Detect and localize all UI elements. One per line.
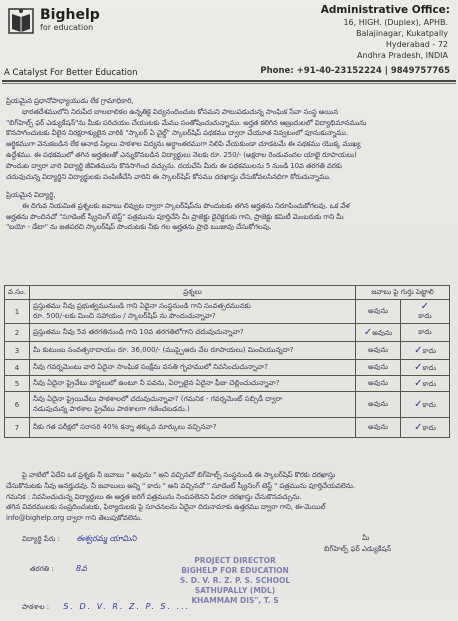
- yes-label: అవును: [368, 345, 388, 354]
- answer-yes[interactable]: [356, 376, 401, 392]
- student-name-label: విద్యార్థి పేరు :: [22, 535, 60, 543]
- table-row: [5, 300, 450, 324]
- address-line-3: Hyderabad - 72: [385, 40, 448, 49]
- tagline: A Catalyst For Better Education: [4, 68, 138, 78]
- body-line: భారతదేశములోని నిరుపేద బాలబాలికల ఉన్నతికై విద్యనందించుట కోసమని పాటుపడుచున్న సాంఘిక సేవా సంస్థ అయిన: [22, 107, 339, 116]
- no-label: కాదు: [422, 400, 436, 409]
- answer-no[interactable]: [401, 376, 450, 392]
- stamp-line: S. D. V. R. Z. P. S. SCHOOL: [179, 576, 291, 585]
- answer-yes[interactable]: [356, 392, 401, 418]
- stamp-line: PROJECT DIRECTOR: [194, 556, 276, 565]
- school-value[interactable]: S. D. V. R. Z. P. S. ...: [63, 602, 191, 611]
- row-number: 2: [5, 324, 30, 342]
- answer-yes[interactable]: [356, 342, 401, 360]
- table-row: [5, 418, 450, 438]
- address-line-1: 16, HIGH. (Duplex), APHB.: [343, 18, 448, 27]
- question-text: మీ కుటుంబ సంవత్సరాదాయం రూ. 36,000/- (ముప్పైఆరు వేల రూపాయలు) మించియున్నదా?: [33, 345, 294, 354]
- header-serial: వ.సం.: [5, 286, 30, 300]
- answer-no[interactable]: [401, 392, 450, 418]
- question-cell: [30, 342, 356, 360]
- answer-no[interactable]: [401, 324, 450, 342]
- question-text: నీకు గత పరీక్షలో సరాసరి 40% కన్నా తక్కువ మార్కులు వచ్చినవా?: [33, 422, 217, 431]
- question-text: నీవు గవర్నమెంటు వారి ఏదైనా సాంఘిక సంక్షేమ వసతి గృహములో నివసించుచున్నావా?: [33, 362, 268, 371]
- yes-label: అవును: [372, 328, 393, 337]
- body-line: "బిగ్‌హెల్ప్ ఫర్ ఎడ్యుకేషన్"ను మీకు పరిచయం చేయుటకు మేము సంతోషించుచున్నాము. అర్హత కలిగిన ఆణ్రుదులలో విద్యాభిమానమును: [6, 118, 367, 127]
- question-text: నీవు ఏదైనా ప్రైయివేటు పాఠశాలలో చదువుచున్నావా? (గమనిక - గవర్నమెంట్ సబ్సిడీ ద్వారా: [33, 394, 283, 403]
- address-line-4: Andhra Pradesh, INDIA: [357, 51, 448, 60]
- checkmark-icon: ✓: [363, 326, 373, 338]
- yes-label: అవును: [368, 399, 388, 408]
- body-line: ఈ దిగువ నియమిత ప్రశ్నలకు జవాబు లివ్వుట ద్వారా స్కాలర్‌షిప్‌ను పొందుటకు తగిన అర్హతను నిరూపించుకోగలవు. ఒక వేళ: [22, 201, 350, 210]
- checkmark-icon: ✓: [414, 344, 423, 356]
- body-line: చదువుచున్న విద్యార్థిని విద్యార్థులకు పంపిణీచేసి వారిని ఈ స్కాలర్‌షిప్ కోసము దరఖాస్తు చేసుకోవలసినదిగా కోరుచున్నాము.: [6, 172, 331, 181]
- checkmark-icon: ✓: [414, 421, 423, 433]
- question-cell: [30, 376, 356, 392]
- no-label: కాదు: [422, 346, 436, 355]
- question-cell: [30, 392, 356, 418]
- answer-yes[interactable]: [356, 418, 401, 438]
- answer-no[interactable]: [401, 360, 450, 376]
- student-name-value[interactable]: ఈశ్వరమ్మ యామిని: [76, 534, 137, 543]
- sign-line-2: బిగ్‌హెల్ప్ ఫర్ ఎడ్యుకేషన్: [324, 545, 392, 553]
- row-number: 5: [5, 376, 30, 392]
- checkmark-icon: ✓: [414, 361, 423, 373]
- brand-name: Bighelp: [40, 7, 100, 23]
- header-answer: జవాబు పై గుర్తు పెట్టాలి: [356, 286, 450, 300]
- body-line: కొనసాగించుటకు వీలైన నిరక్షరాశ్యులైన వారికి "స్కాలర్ ఏ చైల్డ్" స్కాలర్‌షిప్ పథకము ద్వారా చేయూత నివ్వటంలో పూనుకున్నాము.: [6, 129, 349, 138]
- intro-paragraph: [6, 96, 454, 182]
- yes-label: అవును: [368, 362, 388, 371]
- question-cell: [30, 324, 356, 342]
- body-line: పొందుట ద్వారా వారి విద్యార్థి జీవితమును కొనసాగించ వచ్చును. దయచేసి మీరు ఈ పథకములను 5 నుండి 10వ తరగతి వరకు: [6, 161, 342, 170]
- no-label: కాదు: [422, 363, 436, 372]
- class-value[interactable]: 8వ: [75, 564, 87, 573]
- answer-no[interactable]: [401, 300, 450, 324]
- body-line: పై వాటిలో ఏదేని ఒక ప్రశ్నకు నీ జవాబు " అవును " అని వచ్చినచో బిగ్‌హెల్ప్ సంస్థనుండి ఈ స్కాలర్‌షిప్ కొరకు దరఖాస్తు: [22, 471, 336, 479]
- table-row: [5, 360, 450, 376]
- checkmark-icon: ✓: [414, 377, 423, 389]
- table-row: [5, 376, 450, 392]
- stamp-line: SATHUPALLY (MDL): [194, 586, 276, 595]
- class-row: [30, 564, 87, 575]
- no-label: కాదు: [422, 423, 436, 432]
- header-divider: [2, 80, 456, 82]
- question-cell: [30, 300, 356, 324]
- question-text: నడుపుచున్న పాఠశాల ప్రైవేటు పాఠశాలగా గణించబడదు.): [33, 404, 190, 413]
- question-cell: [30, 418, 356, 438]
- table-row: [5, 392, 450, 418]
- project-director-stamp: [150, 556, 320, 620]
- body-line: ఆర్థికముగా వెనుకబడిన లేక ఆనాథ పిల్లలు పాఠశాల విద్యను అర్ధాంతరముగా నిలిపి వేయకుండా చూడటమే ఈ పథకము యొక్క ముఖ్య: [6, 140, 361, 149]
- body-line: ఉద్దేశము. ఈ పథకములో తగిన అర్హతలతో ఎన్నుకొనబడిన విద్యార్థులు నెలకు రూ. 250/- (అక్షరాల రెండువందల యాభై రూపాయలు): [6, 150, 357, 159]
- school-label: పాఠశాల :: [22, 603, 50, 611]
- row-number: 6: [5, 392, 30, 418]
- sign-line-1: మీ: [362, 534, 370, 542]
- body-line: "బయో - డేటా" ను జతపరచి స్కాలర్‌షిప్ పొందుటకు నీకు గల అర్హతను ప్రాధి ఋజువు చేసుకోగలవు.: [6, 223, 272, 232]
- class-label: తరగతి :: [30, 565, 54, 573]
- closing-paragraph: [6, 470, 454, 524]
- answer-no[interactable]: [401, 342, 450, 360]
- yes-label: అవును: [368, 378, 388, 387]
- question-text: ప్రస్తుతము నీవు 5వ తరగతినుండి గాని 10వ తరగతిలోగాని చదువుచున్నావా?: [33, 327, 244, 336]
- answer-no[interactable]: [401, 418, 450, 438]
- row-number: 3: [5, 342, 30, 360]
- checkmark-icon: ✓: [420, 301, 430, 312]
- no-label: కాదు: [422, 379, 436, 388]
- question-cell: [30, 360, 356, 376]
- stamp-line: BIGHELP FOR EDUCATION: [181, 566, 289, 575]
- no-label: కాదు: [418, 312, 432, 320]
- header-questions: ప్రశ్నలు: [30, 286, 356, 300]
- student-paragraph: [6, 190, 454, 233]
- row-number: 7: [5, 418, 30, 438]
- body-line: తగిన వివరములకు సంప్రదించుటకు, ఫిర్యాదులకు పై సూచనలను ఏదైనా దిరునామాకు ఉత్తరము ద్వారా గాని, ఈ-మెయిల్: [6, 503, 326, 512]
- table-header-row: [5, 286, 450, 300]
- answer-yes[interactable]: [356, 360, 401, 376]
- answer-yes[interactable]: [356, 300, 401, 324]
- body-line: చేసుకొనుటకు నీవు అనర్హుడవు. నీ జవాబులు అన్ని " కాదు " అని వచ్చినచో " సూడెంట్ స్క్రీనింగ్ టెస్ట్ " పత్రమును పూర్తిచేయవలెను.: [6, 481, 356, 490]
- question-text: రూ. 500/-లకు మించి సహాయం / స్కాలర్‌షిప్ ను పొందుచున్నావా?: [33, 311, 216, 320]
- yes-label: అవును: [368, 306, 388, 315]
- table-row: [5, 342, 450, 360]
- office-title: Administrative Office:: [320, 4, 450, 16]
- body-line: అర్హతను పొందినచో "సూడెంట్ స్క్రీనింగ్ టెస్ట్" పత్రమును పూర్తిచేసి మీ ప్రాజెక్టు డైరెక్టరుకు గాని, ప్రాజెక్టు కమిటీ మెంబరుకు గాని మీ: [6, 212, 344, 221]
- note-line: గమనిక : నివసించుచున్న విద్యార్థులు ఈ అర్హత జరిగే పత్రమును నింపవలెనని పేదరా దరఖాస్తు చేసుకొనవచ్చును.: [6, 492, 302, 501]
- no-label: కాదు: [418, 327, 432, 336]
- row-number: 1: [5, 300, 30, 324]
- address-line-2: Balajinagar, Kukatpally: [356, 29, 448, 38]
- checkmark-icon: ✓: [414, 398, 423, 410]
- salutation-student: ప్రియమైన విద్యార్థి,: [6, 191, 56, 199]
- table-row: [5, 324, 450, 342]
- stamp-line: KHAMMAM DIS", T. S: [191, 596, 279, 605]
- brand-subtitle: for education: [40, 23, 94, 32]
- answer-yes[interactable]: [356, 324, 401, 342]
- student-name-row: [22, 534, 136, 545]
- row-number: 4: [5, 360, 30, 376]
- book-logo-icon: [8, 6, 34, 36]
- salutation-headmaster: ప్రియమైన ప్రధానోపాధ్యాయుడు లేక గ్రామాధికారి,: [6, 97, 134, 105]
- header-divider-thin: [2, 83, 456, 84]
- body-line: info@bighelp.org ద్వారా గాని తెలుపుకోవలెను.: [6, 514, 143, 523]
- phone: Phone: +91-40-23152224 | 9849757765: [260, 66, 450, 76]
- eligibility-table: [4, 285, 450, 438]
- question-text: నీవు ఏదైనా ప్రైవేటు హాస్టలులో ఉంటూ నీ పవను, ఏర్పాటైన ఏదైనా ఫీజు చెల్లించుచున్నావా?: [33, 378, 280, 387]
- question-text: ప్రస్తుతము నీవు ప్రభుత్వమునుండి గాని ఏదైనా సంస్థనుండి గాని సంవత్సరమునకు: [33, 301, 251, 310]
- yes-label: అవును: [368, 422, 388, 431]
